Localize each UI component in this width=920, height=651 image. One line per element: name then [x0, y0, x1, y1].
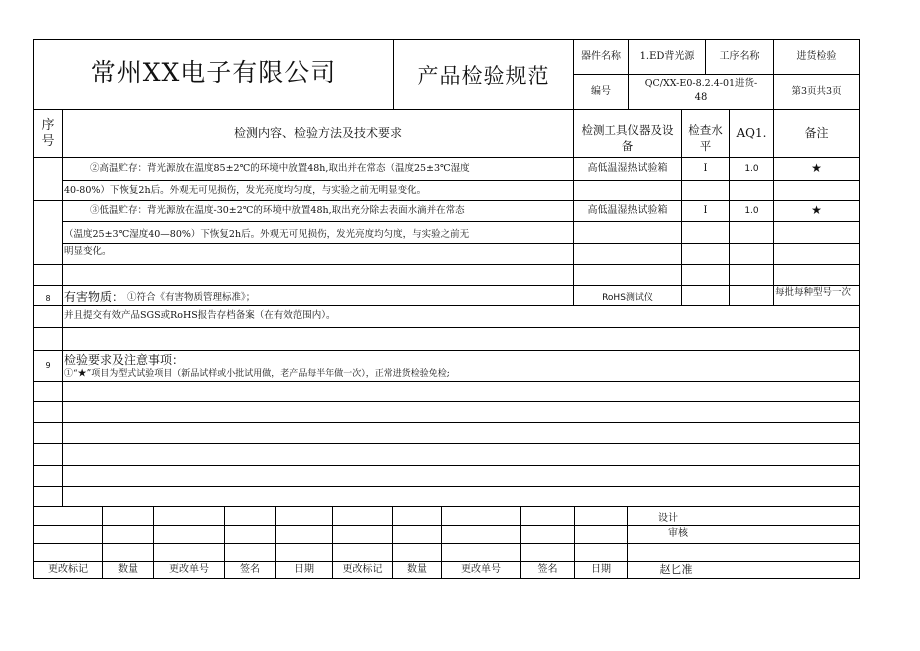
item-high-temp-aql: 1.0 [744, 164, 759, 174]
product-name-label: 器件名称 [581, 51, 621, 62]
section-8-number: 8 [45, 294, 51, 303]
star-icon: ★ [811, 203, 822, 217]
section-9-title: 检验要求及注意事项： [64, 353, 185, 367]
change-mark-label: 更改标记 [48, 564, 88, 575]
level-header: 检查水 [688, 123, 723, 137]
design-label: 设计 [658, 513, 678, 524]
section-8-line2: 并且提交有效产品SGS或RoHS报告存档备案（在有效范围内）。 [64, 310, 336, 321]
process-label: 工序名称 [719, 51, 760, 62]
item-low-temp-aql: 1.0 [744, 206, 759, 216]
number-label: 编号 [591, 86, 611, 97]
tools-header: 检测工具仪器及设 [581, 123, 674, 137]
process-value: 进货检验 [796, 51, 837, 62]
approver-name: 赵匕准 [659, 563, 693, 576]
section-8-tool: RoHS测试仪 [602, 293, 653, 303]
date-label-2: 日期 [591, 564, 611, 575]
section-8-remark: 每批每种型号一次 [775, 287, 852, 298]
item-low-temp-line1: ③低温贮存：背光源放在温度-30±2℃的环境中放置48h,取出充分除去表面水滴并在常态 [90, 205, 465, 216]
content-header: 检测内容、检验方法及技术要求 [233, 126, 402, 140]
section-8-line1: ①符合《有害物质管理标准》； [127, 292, 256, 303]
item-low-temp-tool: 高低温湿热试验箱 [587, 205, 668, 216]
item-low-temp-line2: （温度25±3℃湿度40—80%）下恢复2h后。外观无可见损伤，发光亮度均匀度，与实验之前无 [64, 229, 470, 240]
aql-header: AQ1. [736, 126, 767, 140]
signature-label-2: 签名 [537, 564, 558, 575]
change-mark-label-2: 更改标记 [342, 564, 383, 575]
change-order-label-2: 更改单号 [461, 564, 501, 575]
section-9-line1: ①“★”项目为型式试验项目（新品试样或小批试用做，老产品每半年做一次），正常进货检验免检; [64, 369, 450, 379]
page-info: 第3页共3页 [791, 86, 842, 97]
company-name: 常州XX电子有限公司 [90, 58, 337, 87]
document-number-suffix: 48 [694, 92, 708, 103]
item-high-temp-tool: 高低温湿热试验箱 [587, 163, 668, 174]
item-low-temp-line3: 明显变化。 [64, 246, 112, 257]
item-high-temp-line2: 40-80%）下恢复2h后。外观无可见损伤，发光亮度均匀度，与实验之前无明显变化。 [64, 185, 427, 196]
signature-label: 签名 [240, 564, 260, 575]
change-order-label: 更改单号 [169, 564, 209, 575]
section-8-title: 有害物质： [64, 290, 125, 304]
document-title: 产品检验规范 [417, 64, 550, 88]
star-icon: ★ [811, 161, 822, 175]
seq-header: 序 [41, 118, 55, 133]
product-name-value: 1.ED背光源 [639, 51, 695, 62]
remarks-header: 备注 [804, 126, 829, 140]
level-header-2: 平 [699, 139, 712, 153]
item-low-temp-level: I [703, 205, 708, 216]
tools-header-2: 备 [621, 139, 634, 153]
document-number: QC/XX-E0-8.2.4-01进货- [644, 78, 758, 89]
quantity-label-2: 数量 [407, 564, 427, 575]
quantity-label: 数量 [118, 564, 138, 575]
seq-header-2: 号 [41, 134, 55, 149]
review-label: 审核 [668, 528, 688, 539]
item-high-temp-level: I [703, 163, 708, 174]
section-9-number: 9 [45, 361, 51, 370]
date-label: 日期 [294, 564, 314, 575]
item-high-temp-line1: ②高温贮存：背光源放在温度85±2℃的环境中放置48h,取出并在常态（温度25±3℃湿度 [90, 163, 470, 174]
